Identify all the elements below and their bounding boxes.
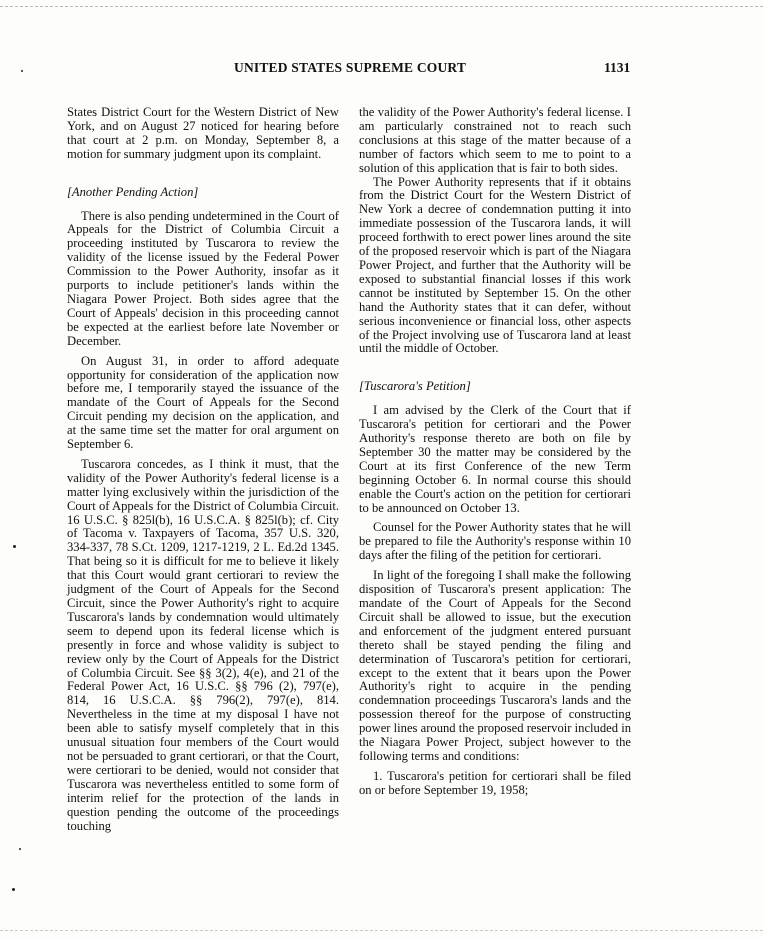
left-paragraph-4: Tuscarora concedes, as I think it must, that the validity of the Power Authority's federal license is a matter lying exclusively within the jurisdiction of the Court of Appeals for the District of Columbia Circuit. 16 U.S.C. § 825l(b), 16 U.S.C.A. § 825l(b); cf. City of Tacoma v. Taxpayers of Tacoma, 357 U.S. 320, 334-337, 78 S.Ct. 1209, 1217-1219, 2 L. Ed.2d 1345. That being so it is difficult for me to believe it likely that this Court would grant certiorari to review the judgment of the Court of Appeals for the Second Circuit, since the Power Authority's right to acquire Tuscarora's lands by condemnation would ultimately seem to depend upon its federal license which is presently in force and whose validity is subject to review only by the Court of Appeals for the District of Columbia Circuit. See §§ 3(2), 4(e), and 21 of the Federal Power Act, 16 U.S.C. §§ 796 (2), 797(e), 814, 16 U.S.C.A. §§ 796(2), 797(e), 814. Nevertheless in the time at my disposal I have not been able to satisfy myself completely that in this unusual situation four members of the Court would not be persuaded to grant certiorari, or that the Court, were certiorari to be denied, would not consider that Tuscarora was nevertheless entitled to some form of interim relief for the protection of the lands in question pending the outcome of the proceedings touching (67, 456, 339, 833)
running-head: UNITED STATES SUPREME COURT (234, 60, 467, 75)
right-paragraph-5: In light of the foregoing I shall make the following disposition of Tuscarora's present application: The mandate of the Court of Appeals for the Second Circuit shall be allowed to issue, but the execution and enforcement of the judgment entered pursuant thereto shall be stayed pending the filing and determination of Tuscarora's petition for certiorari, except to the extent that it bears upon the Power Authority's right to acquire in the pending condemnation proceedings Tuscarora's lands and the possession thereof for the purpose of constructing power lines around the proposed reservoir included in the Niagara Power Project, subject however to the following terms and conditions: (359, 568, 631, 763)
right-column (359, 106, 631, 798)
right-paragraph-2: The Power Authority represents that if it obtains from the District Court for the Western District of New York a decree of condemnation putting it into immediate possession of the Tuscarora lands, it will proceed forthwith to erect power lines around the site of the proposed reservoir which is part of the Niagara Power Project, and further that the Authority will be exposed to substantial financial losses if this work cannot be instituted by September 15. On the other hand the Authority states that it can defer, without serious inconvenience or financial loss, other aspects of the Project involving use of Tuscarora land at least until the middle of October. (359, 174, 631, 356)
right-paragraph-4: Counsel for the Power Authority states that he will be prepared to file the Authority's response within 10 days after the filing of the petition for certiorari. (359, 520, 631, 563)
scan-speck (13, 545, 16, 548)
left-paragraph-1: States District Court for the Western District of New York, and on August 27 noticed for hearing before that court at 2 p.m. on Monday, September 8, a motion for summary judgment upon its complaint. (67, 105, 339, 161)
scan-speck (19, 848, 21, 850)
section-heading-another-pending-action: [Another Pending Action] (67, 184, 199, 199)
left-column (67, 106, 339, 833)
top-scan-edge (0, 6, 763, 7)
page-header (0, 60, 763, 80)
right-paragraph-1: the validity of the Power Authority's federal license. I am particularly constrained not to reach such conclusions at this stage of the matter because of a number of factors which seem to me to point to a solution of this application that is fair to both sides. (359, 105, 631, 175)
right-paragraph-6: 1. Tuscarora's petition for certiorari shall be filed on or before September 19, 1958; (359, 768, 631, 797)
scan-speck (12, 888, 15, 891)
scan-speck (21, 70, 23, 72)
left-paragraph-3: On August 31, in order to afford adequate opportunity for consideration of the application now before me, I temporarily stayed the issuance of the mandate of the Court of Appeals for the Second Circuit pending my decision on the application, and at the same time set the matter for oral argument on September 6. (67, 353, 339, 452)
section-heading-tuscaroras-petition: [Tuscarora's Petition] (359, 379, 471, 394)
bottom-scan-edge (0, 930, 763, 931)
page-number: 1131 (604, 60, 631, 75)
left-paragraph-2: There is also pending undetermined in the Court of Appeals for the District of Columbia Circuit a proceeding instituted by Tuscarora to review the validity of the license issued by the Federal Power Commission to the Power Authority, insofar as it purports to include petitioner's lands within the Niagara Power Project. Both sides agree that the Court of Appeals' decision in this proceeding cannot be expected at the earliest before late November or December. (67, 208, 339, 348)
right-paragraph-3: I am advised by the Clerk of the Court that if Tuscarora's petition for certiorari and the Power Authority's response thereto are both on file by September 30 the matter may be considered by the Court at its first Conference of the new Term beginning October 6. In normal course this should enable the Court's action on the petition for certiorari to be announced on October 13. (359, 403, 631, 515)
